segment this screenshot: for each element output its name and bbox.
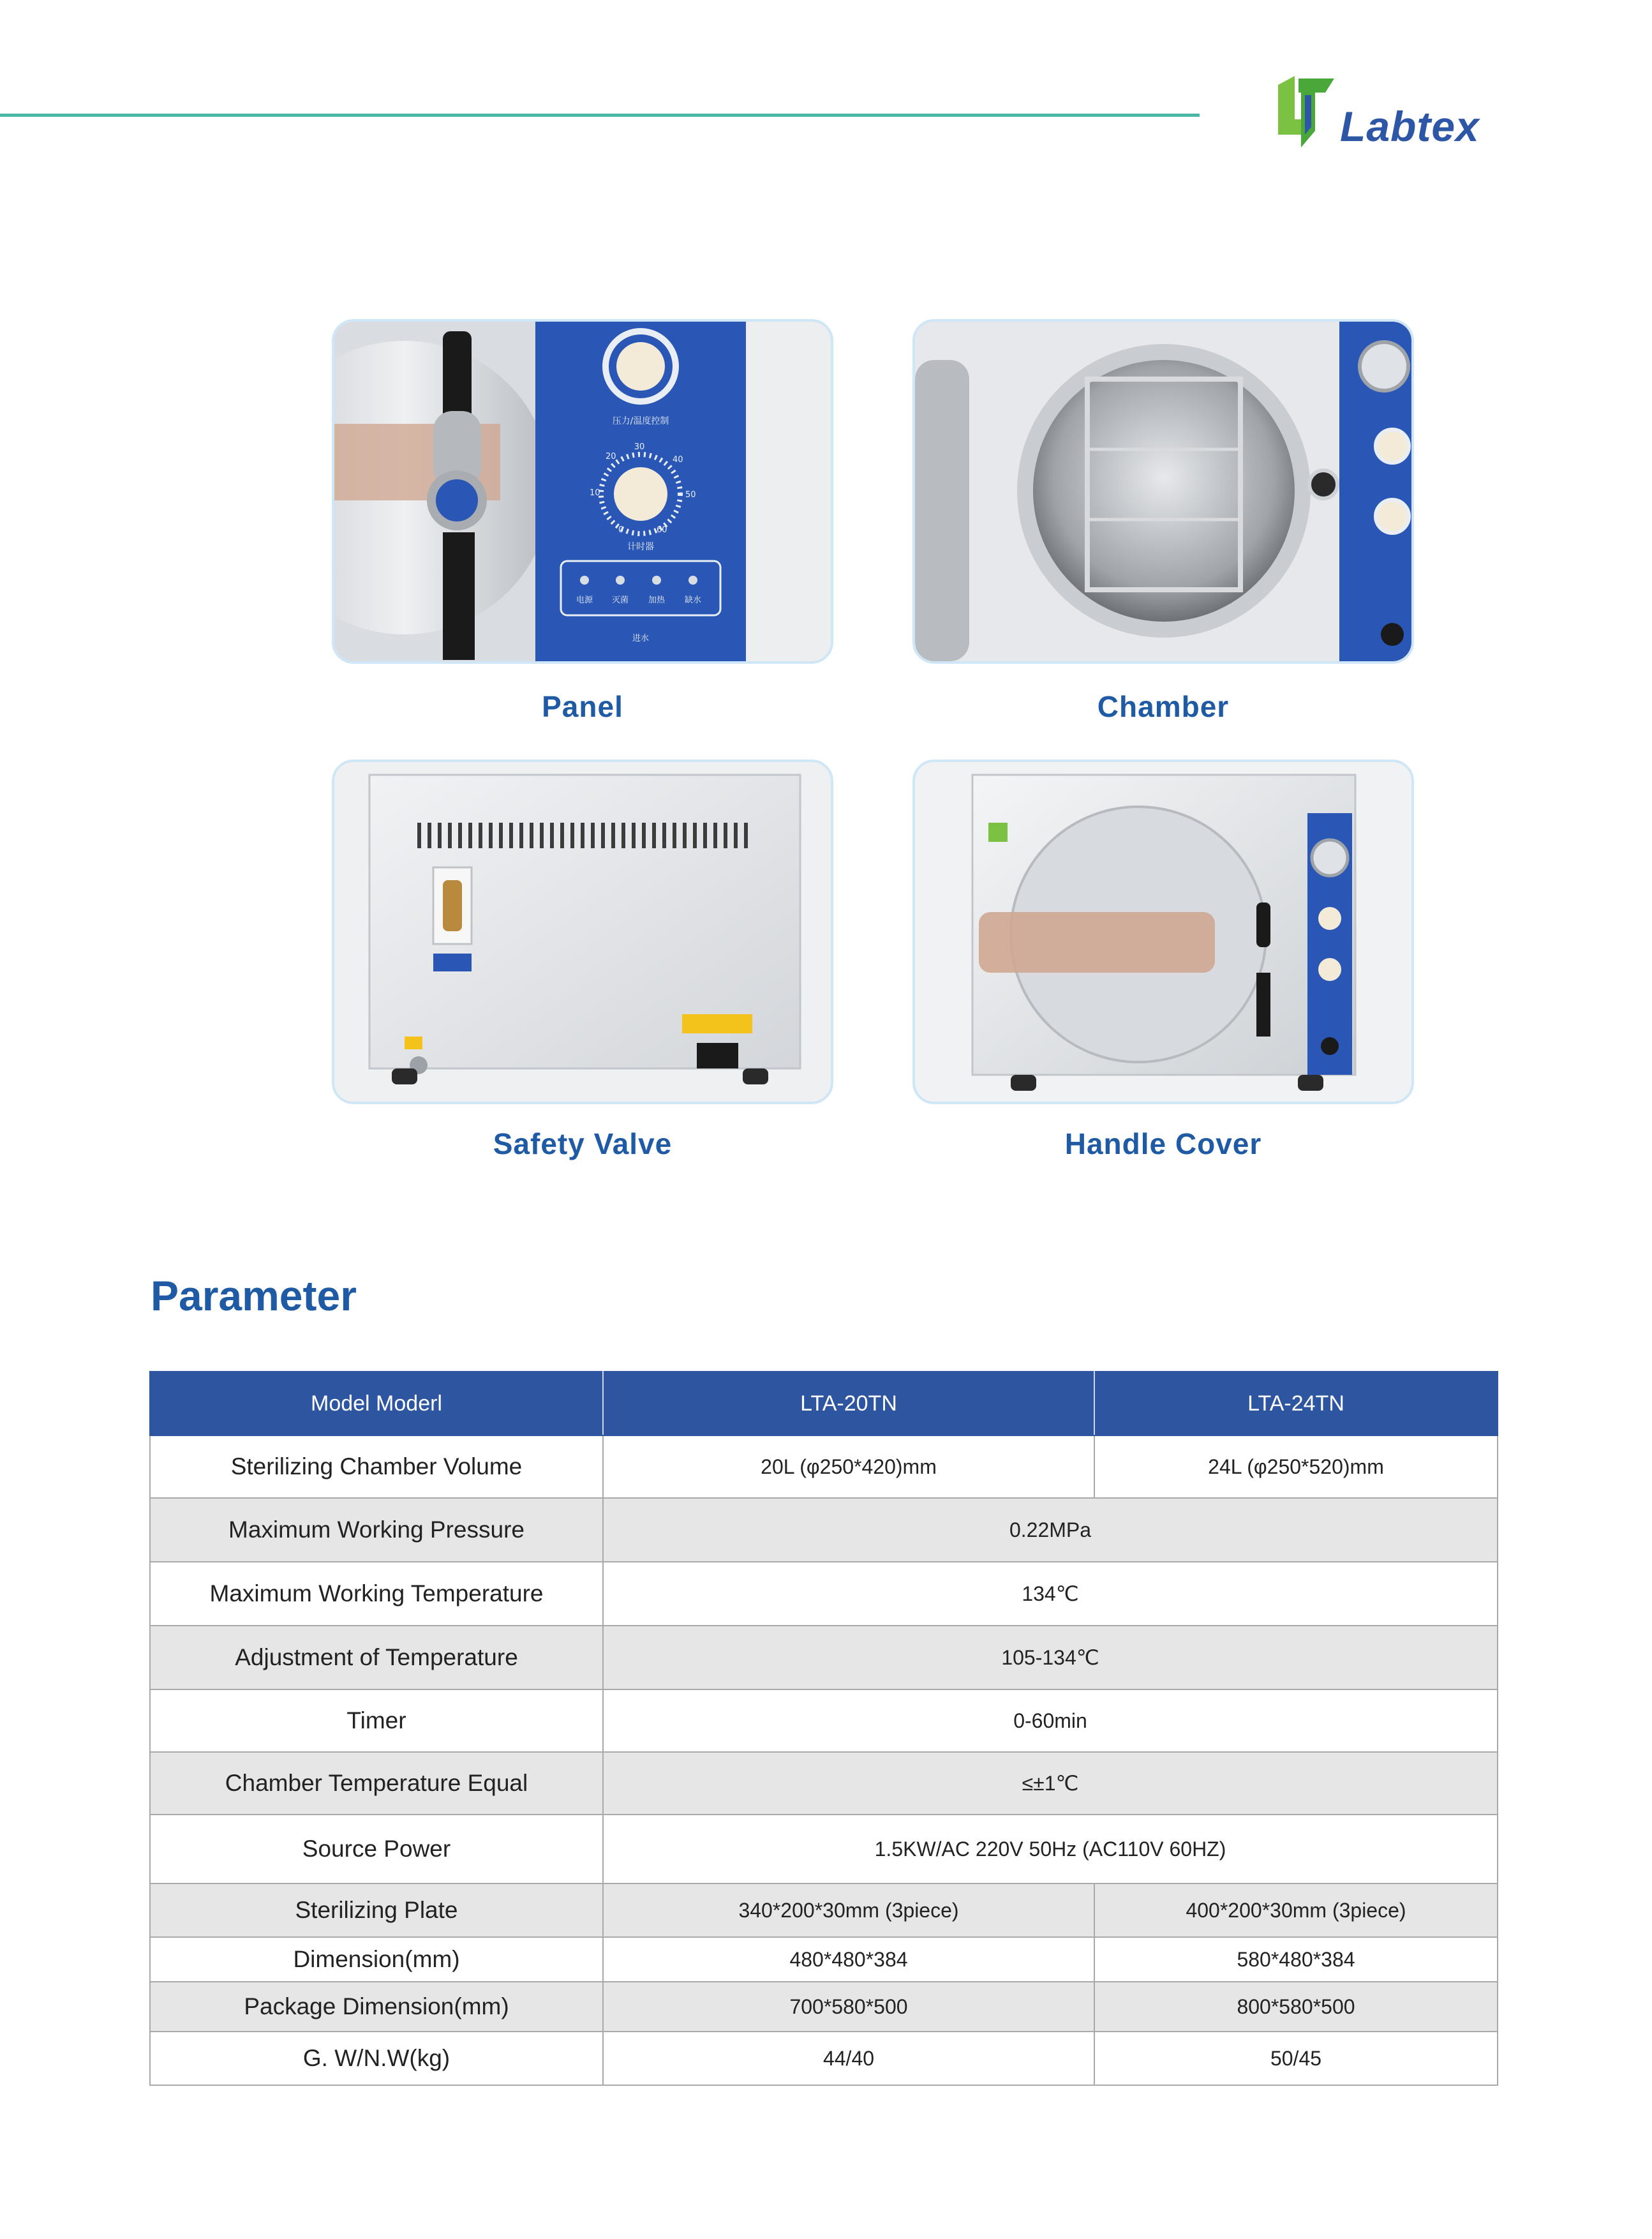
timer-label: 计时器 bbox=[627, 542, 654, 552]
table-header-row bbox=[150, 1372, 1498, 1435]
row-label: Maximum Working Temperature bbox=[150, 1562, 603, 1626]
water-inlet-label: 进水 bbox=[632, 634, 650, 643]
table-row bbox=[150, 1752, 1498, 1815]
row-value: ≤±1℃ bbox=[603, 1752, 1498, 1815]
row-value-24tn: 50/45 bbox=[1094, 2032, 1498, 2085]
row-label: Dimension(mm) bbox=[150, 1937, 603, 1982]
row-value-20tn: 44/40 bbox=[603, 2032, 1094, 2085]
panel-photo bbox=[332, 319, 833, 664]
table-row bbox=[150, 1689, 1498, 1752]
handle-cover-photo bbox=[912, 760, 1414, 1104]
caption-panel: Panel bbox=[542, 690, 623, 723]
parameter-table bbox=[149, 1371, 1498, 2086]
row-value-20tn: 20L (φ250*420)mm bbox=[603, 1435, 1094, 1498]
row-value-20tn: 480*480*384 bbox=[603, 1937, 1094, 1982]
table-row bbox=[150, 1626, 1498, 1689]
caption-handle-cover: Handle Cover bbox=[1064, 1127, 1262, 1160]
row-label: Sterilizing Plate bbox=[150, 1883, 603, 1937]
chamber-photo bbox=[912, 319, 1414, 664]
row-value: 0-60min bbox=[603, 1689, 1498, 1752]
table-row bbox=[150, 2032, 1498, 2085]
indicator-heat: 加热 bbox=[648, 595, 666, 605]
row-value: 0.22MPa bbox=[603, 1498, 1498, 1562]
header-lta-20tn: LTA-20TN bbox=[603, 1372, 1094, 1435]
table-row bbox=[150, 1883, 1498, 1937]
dial-tick-50: 50 bbox=[685, 490, 696, 500]
row-label: Sterilizing Chamber Volume bbox=[150, 1435, 603, 1498]
dial-tick-10: 10 bbox=[590, 488, 600, 498]
dial-tick-60: 60 bbox=[657, 525, 667, 535]
header-rule bbox=[0, 114, 1200, 117]
table-row bbox=[150, 1815, 1498, 1883]
row-value: 105-134℃ bbox=[603, 1626, 1498, 1689]
dial-tick-40: 40 bbox=[673, 455, 683, 465]
row-value-24tn: 24L (φ250*520)mm bbox=[1094, 1435, 1498, 1498]
header-lta-24tn: LTA-24TN bbox=[1094, 1372, 1498, 1435]
table-row bbox=[150, 1937, 1498, 1982]
row-label: Timer bbox=[150, 1689, 603, 1752]
table-row bbox=[150, 1982, 1498, 2032]
row-value-20tn: 340*200*30mm (3piece) bbox=[603, 1883, 1094, 1937]
header-model: Model Moderl bbox=[150, 1372, 603, 1435]
dial-tick-0: 0 bbox=[618, 525, 624, 535]
row-label: Maximum Working Pressure bbox=[150, 1498, 603, 1562]
dial-tick-30: 30 bbox=[634, 442, 645, 452]
row-value-24tn: 580*480*384 bbox=[1094, 1937, 1498, 1982]
parameter-title: Parameter bbox=[151, 1272, 357, 1319]
row-label: Package Dimension(mm) bbox=[150, 1982, 603, 2032]
table-row bbox=[150, 1562, 1498, 1626]
indicator-sterilize: 灭菌 bbox=[611, 595, 629, 605]
table-row bbox=[150, 1498, 1498, 1562]
caption-safety-valve: Safety Valve bbox=[493, 1127, 673, 1160]
indicator-power: 电源 bbox=[576, 595, 593, 605]
row-value-24tn: 800*580*500 bbox=[1094, 1982, 1498, 2032]
pressure-label: 压力/温度控制 bbox=[612, 416, 669, 426]
row-value: 134℃ bbox=[603, 1562, 1498, 1626]
row-value: 1.5KW/AC 220V 50Hz (AC110V 60HZ) bbox=[603, 1815, 1498, 1883]
row-value-24tn: 400*200*30mm (3piece) bbox=[1094, 1883, 1498, 1937]
dial-tick-20: 20 bbox=[606, 452, 616, 461]
table-row bbox=[150, 1435, 1498, 1498]
row-label: Chamber Temperature Equal bbox=[150, 1752, 603, 1815]
row-label: Source Power bbox=[150, 1815, 603, 1883]
brand-name: Labtex bbox=[1340, 103, 1480, 150]
indicator-low-water: 缺水 bbox=[684, 595, 702, 605]
caption-chamber: Chamber bbox=[1097, 690, 1230, 723]
safety-valve-photo bbox=[332, 760, 833, 1104]
row-value-20tn: 700*580*500 bbox=[603, 1982, 1094, 2032]
row-label: G. W/N.W(kg) bbox=[150, 2032, 603, 2085]
row-label: Adjustment of Temperature bbox=[150, 1626, 603, 1689]
